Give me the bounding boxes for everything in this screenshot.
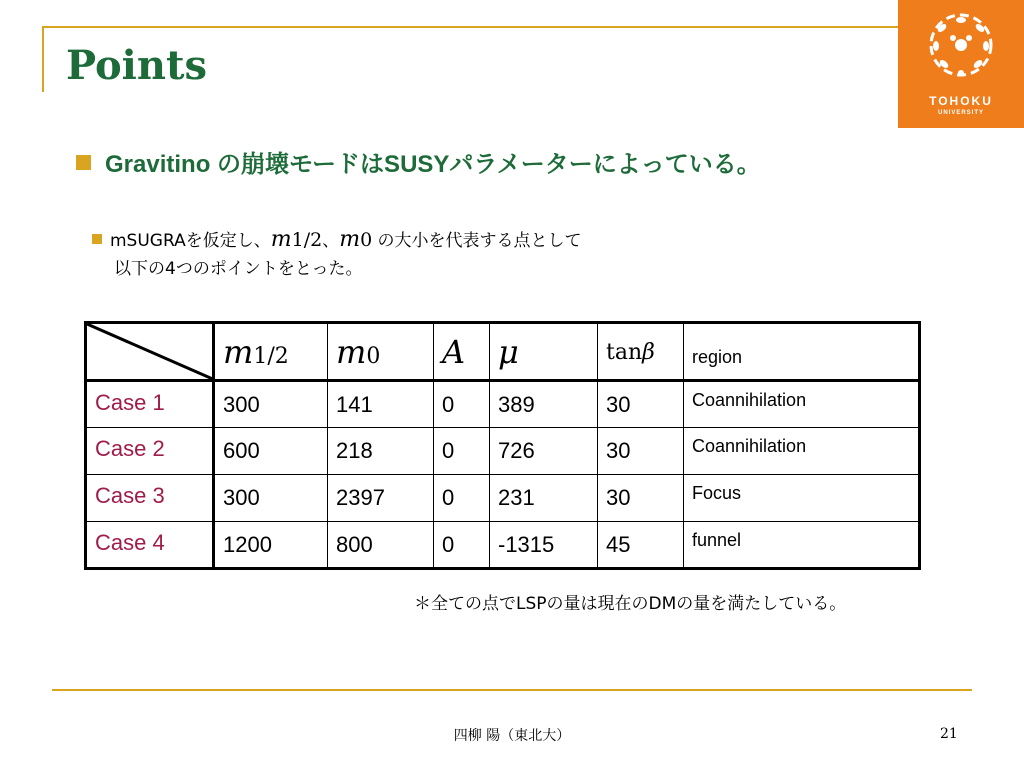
cell-m-zero: 800 [328,522,434,569]
footer-author: 四柳 陽（東北大） [453,728,571,744]
cell-region: Coannihilation [684,428,920,475]
m-half-symbol: m1/2 [270,227,323,252]
left-rule [42,26,44,92]
main-bullet [76,144,761,179]
square-bullet-icon [92,234,102,244]
cell-mu: -1315 [490,522,598,569]
cell-a: 0 [434,381,490,428]
cell-a: 0 [434,428,490,475]
table-header-row [86,323,920,381]
case-label: Case 3 [86,475,214,522]
case-label: Case 4 [86,522,214,569]
cell-m-zero: 2397 [328,475,434,522]
sub-bullet-prefix: mSUGRAを仮定し、 [110,231,271,251]
top-rule [42,26,898,28]
main-bullet-text: Gravitino の崩壊モードはSUSYパラメーターによっている。 [105,151,761,178]
sub-bullet-line2: 以下の4つのポイントをとった。 [114,259,363,279]
cell-tan-beta: 30 [598,381,684,428]
sub-bullet [92,226,582,283]
header-m-zero: m0 [328,323,434,381]
cell-m-half: 1200 [214,522,328,569]
logo-subtitle: UNIVERSITY [937,110,984,116]
table-row [86,475,920,522]
table-row [86,428,920,475]
cell-mu: 726 [490,428,598,475]
cell-mu: 389 [490,381,598,428]
parameter-table [84,321,921,570]
header-region: region [684,323,920,381]
cell-mu: 231 [490,475,598,522]
leaf-wreath-icon [898,0,1024,92]
sub-bullet-separator: 、 [322,231,340,251]
header-m-half: m1/2 [214,323,328,381]
header-tan-beta: tanβ [598,323,684,381]
diagonal-line-icon [87,324,215,382]
cell-tan-beta: 30 [598,428,684,475]
square-bullet-icon [76,155,91,170]
page-number: 21 [940,726,958,742]
header-mu: μ [490,323,598,381]
m-zero-symbol: m0 [339,227,373,252]
cell-m-zero: 218 [328,428,434,475]
cell-m-half: 300 [214,475,328,522]
table-row [86,381,920,428]
slide-title: Points [66,42,207,89]
cell-tan-beta: 30 [598,475,684,522]
bottom-rule [52,689,972,691]
cell-tan-beta: 45 [598,522,684,569]
header-a: A [434,323,490,381]
cell-region: Focus [684,475,920,522]
case-label: Case 2 [86,428,214,475]
table-row [86,522,920,569]
footnote: ＊全ての点でLSPの量は現在のDMの量を満たしている。 [414,594,847,614]
cell-a: 0 [434,475,490,522]
case-label: Case 1 [86,381,214,428]
cell-region: funnel [684,522,920,569]
logo-name: TOHOKU [929,94,993,108]
cell-m-half: 300 [214,381,328,428]
cell-m-zero: 141 [328,381,434,428]
cell-region: Coannihilation [684,381,920,428]
university-logo [898,0,1024,128]
cell-a: 0 [434,522,490,569]
sub-bullet-suffix: の大小を代表する点として [372,231,582,251]
cell-m-half: 600 [214,428,328,475]
diagonal-corner-cell [86,323,214,381]
